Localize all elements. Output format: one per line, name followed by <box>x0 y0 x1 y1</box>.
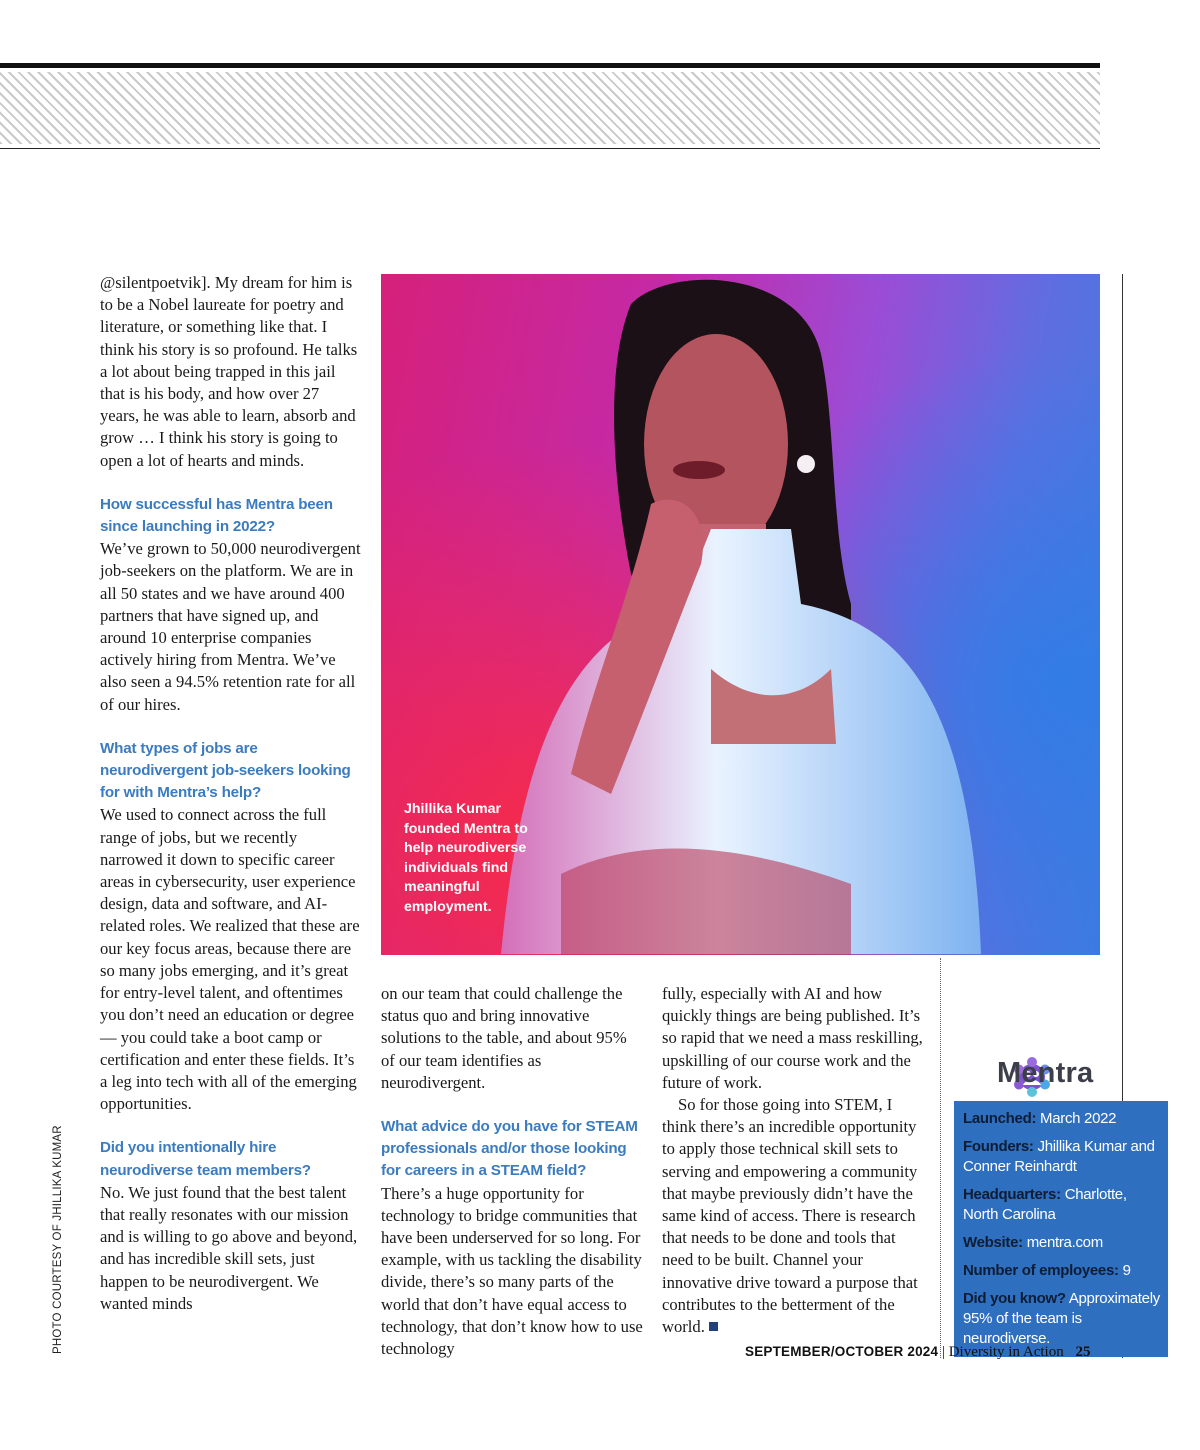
header-rule <box>0 63 1100 68</box>
sidebar-dotted-divider <box>940 958 941 1358</box>
mentra-logo-text: Mentra <box>997 1057 1094 1089</box>
answer-paragraph: on our team that could challenge the status quo and bring innovative solutions to the table, and about 95% of our team identifies as neurodivergent. <box>381 984 627 1092</box>
photo-caption: Jhillika Kumar founded Mentra to help neurodiverse individuals find meaningful employment. <box>404 801 528 915</box>
article-column-2 <box>381 983 643 1360</box>
answer-paragraph: fully, especially with AI and how quickly things are being published. It’s so rapid that we need a mass reskilling, upskilling of our course work and the future of work. <box>662 984 923 1092</box>
fact-label: Headquarters: <box>963 1186 1061 1203</box>
photo-credit: PHOTO COURTESY OF JHILLIKA KUMAR <box>52 1125 64 1354</box>
fact-employees <box>963 1261 1163 1281</box>
fact-value: 9 <box>1122 1262 1131 1279</box>
fact-headquarters <box>963 1185 1163 1225</box>
answer-paragraph: We used to connect across the full range of jobs, but we recently narrowed it down to specific career areas in cybersecurity, user experience design, data and software, and AI-related roles. We realized that these are our key focus areas, because there are so many jobs emerging, and it’s great for entry-level talent, and oftentimes you don’t need an education or degree — you could take a boot camp or certification and enter these fields. It’s a leg into tech with all of the emerging opportunities. <box>100 805 360 1114</box>
fact-label: Launched: <box>963 1110 1037 1127</box>
interview-question: Did you intentionally hire neurodiverse team members? <box>100 1139 311 1179</box>
interview-question: How successful has Mentra been since launching in 2022? <box>100 495 333 536</box>
fact-label: Founders: <box>963 1138 1034 1155</box>
answer-paragraph: No. We just found that the best talent that really resonates with our mission and is willing to go above and beyond, and has incredible skill sets, just happen to be neurodivergent. We wanted minds <box>100 1182 358 1313</box>
answer-paragraph: There’s a huge opportunity for technology to bridge communities that have been underserved for so long. For example, with us tackling the disability divide, there’s so many parts of the world that don’t have equal access to technology, that don’t know how to use technology <box>381 1183 643 1359</box>
closing-paragraph-text: So for those going into STEM, I think there’s an incredible opportunity to apply those technical skill sets to serving and empowering a community that maybe previously didn’t have the same kind of access. There is research that needs to be done and tools that need to be built. Channel your innovative drive toward a purpose that contributes to the betterment of the world. <box>662 1095 918 1337</box>
magazine-name: Diversity in Action <box>948 1344 1064 1360</box>
fact-value: Charlotte, North Carolina <box>963 1186 1127 1223</box>
company-fact-box <box>954 1101 1168 1357</box>
fact-launched <box>963 1109 1163 1129</box>
fact-label: Website: <box>963 1234 1023 1251</box>
page-number: 25 <box>1075 1344 1091 1360</box>
fact-label: Did you know? <box>963 1290 1066 1307</box>
fact-did-you-know <box>963 1289 1163 1349</box>
fact-founders <box>963 1137 1163 1177</box>
article-column-3 <box>662 983 924 1338</box>
answer-paragraph: We’ve grown to 50,000 neurodivergent job-seekers on the platform. We are in all 50 states and we have around 400 partners that have signed up, and around 10 enterprise companies actively hiring from Mentra. We’ve also seen a 94.5% retention rate for all of our hires. <box>100 539 361 714</box>
article-column-1 <box>100 272 362 1315</box>
interview-question: What types of jobs are neurodivergent job-seekers looking for with Mentra’s help? <box>100 739 351 802</box>
fact-value: Jhillika Kumar and Conner Reinhardt <box>963 1138 1155 1175</box>
end-mark-icon <box>709 1322 718 1331</box>
page-footer <box>745 1344 1090 1361</box>
footer-separator: | <box>941 1344 945 1360</box>
fact-value: March 2022 <box>1040 1110 1117 1127</box>
answer-paragraph: @silentpoetvik]. My dream for him is to be a Nobel laureate for poetry and literature, or something like that. I think his story is so profound. He talks a lot about being trapped in this jail that is his body, and how over 27 years, he was able to learn, absorb and grow … I think his story is going to open a lot of hearts and minds. <box>100 273 358 470</box>
header-stripe-band <box>0 72 1100 144</box>
fact-value: Approximately 95% of the team is neurodiverse. <box>963 1290 1160 1347</box>
fact-value: mentra.com <box>1026 1234 1103 1251</box>
answer-paragraph <box>662 1094 924 1338</box>
issue-date: SEPTEMBER/OCTOBER 2024 <box>745 1344 939 1359</box>
fact-label: Number of employees: <box>963 1262 1119 1279</box>
header-stripe-rule <box>0 148 1100 149</box>
interview-question: What advice do you have for STEAM professionals and/or those looking for careers in a STEAM field? <box>381 1118 638 1180</box>
fact-website <box>963 1233 1163 1253</box>
